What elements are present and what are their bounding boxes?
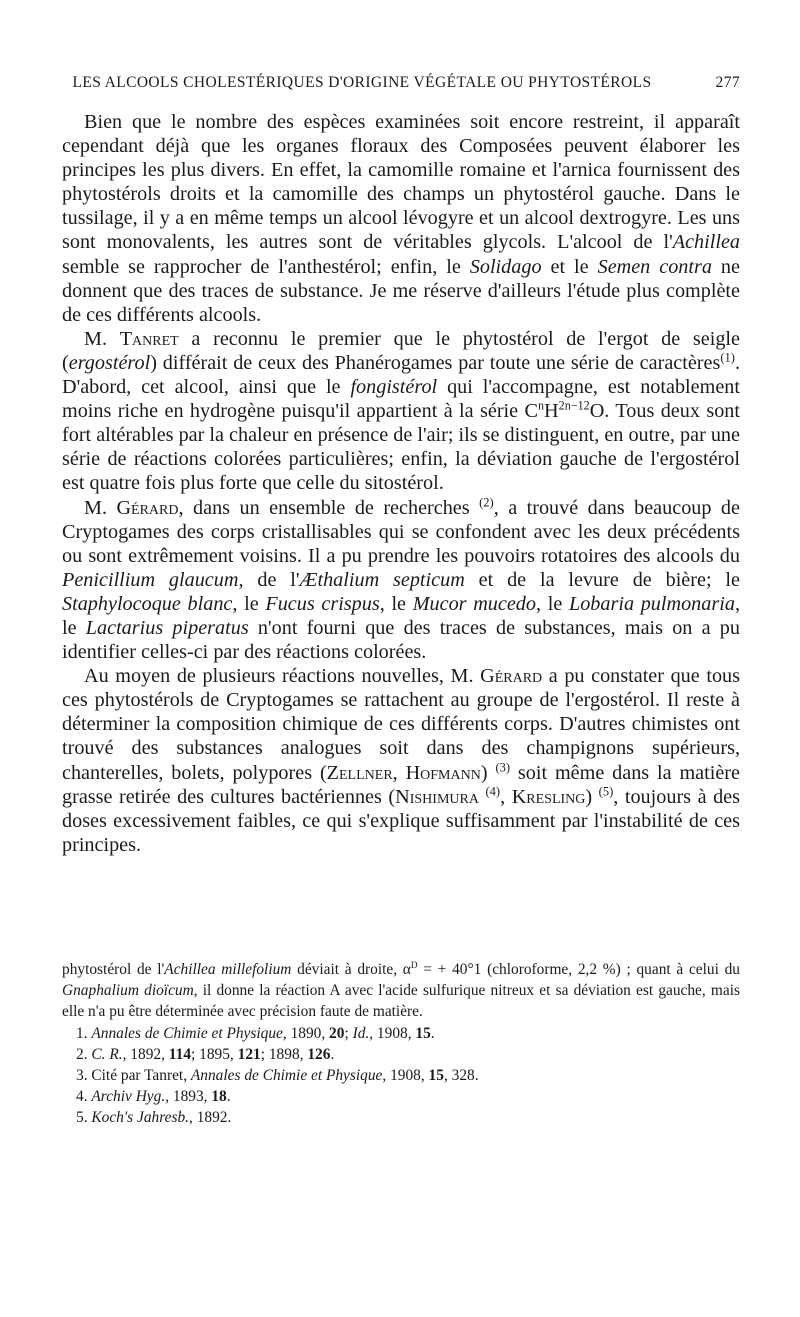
- text-run: O. Tous deux sont fort altérables par la chaleur en présence de l'air; ils se distinguent, en outre, par une série de réactions colorées particulières; enfin, la déviation gauche de l'ergostérol est quatre fois plus forte que celle du sitostérol.: [62, 400, 740, 495]
- text-run: .: [430, 1024, 435, 1042]
- footnote-1: [62, 1023, 740, 1044]
- text-run: ): [480, 761, 496, 784]
- footnote-ref: (1): [720, 350, 735, 365]
- text-run: , le: [62, 592, 740, 639]
- text-run: H: [544, 400, 559, 423]
- text-run: M.: [84, 496, 117, 519]
- author-name: Nishimura: [395, 785, 479, 808]
- italic-term: Lactarius piperatus: [85, 616, 249, 639]
- italic-term: Fucus crispus: [265, 592, 380, 615]
- text-run: ;: [344, 1024, 353, 1042]
- text-run: , 1908,: [369, 1024, 416, 1042]
- paragraph: [62, 110, 740, 327]
- footnotes: [62, 959, 740, 1129]
- italic-term: Solidago: [469, 255, 542, 278]
- footnote-number: 2.: [76, 1045, 92, 1063]
- author-name: Zellner, Hofmann: [326, 761, 481, 784]
- text-run: et le: [541, 255, 598, 278]
- footnote-ref: (5): [598, 783, 614, 798]
- journal-title: Koch's Jahresb.: [91, 1109, 190, 1127]
- text-run: n'ont fourni que des traces de substances, mais on a pu identifier celles-ci par des réactions colorées.: [62, 616, 740, 664]
- footnote-number: 4.: [76, 1088, 92, 1106]
- text-run: ): [585, 785, 599, 808]
- text-run: , le: [232, 592, 266, 615]
- journal-title: Annales de Chimie et Physique: [190, 1067, 383, 1085]
- author-name: Gérard: [480, 665, 543, 688]
- footnote-5: [62, 1107, 740, 1128]
- journal-title: Id.: [352, 1024, 370, 1042]
- author-name: Kresling: [511, 785, 586, 808]
- author-name: Gérard: [116, 496, 179, 519]
- italic-term: Achillea: [672, 231, 740, 254]
- journal-title: C. R.: [91, 1045, 123, 1063]
- text-run: a pu constater que tous ces phytostérols de Cryptogames se rattachent au groupe de l'ergostérol. Il reste à déterminer la composition chimique de ces différents corps. D'autres chimistes ont trouvé des substances analogues soit dans des champignons supérieurs, chanterelles, bolets, polypores (: [62, 665, 740, 784]
- italic-term: Staphylocoque blanc: [62, 592, 233, 615]
- italic-term: Achillea millefolium: [164, 961, 292, 978]
- text-run: phytostérol de l': [62, 961, 165, 978]
- text-run: qui l'accompagne, est notablement moins riche en hydrogène puisqu'il appartient à la série C: [62, 376, 740, 423]
- text-run: = + 40°1 (chloroforme, 2,2 %) ; quant à celui du: [417, 961, 740, 978]
- text-run: Au moyen de plusieurs réactions nouvelles, M.: [84, 665, 481, 688]
- journal-title: Archiv Hyg.: [91, 1088, 166, 1106]
- text-run: , 1893,: [165, 1088, 212, 1106]
- footnote-continuation: [62, 959, 740, 1023]
- body-text: [62, 110, 740, 857]
- volume-number: 20: [329, 1024, 345, 1042]
- footnote-ref: (4): [485, 783, 501, 798]
- footnote-4: [62, 1086, 740, 1107]
- italic-term: Penicillium glaucum: [62, 568, 239, 591]
- text-run: , toujours à des doses excessivement faibles, ce qui s'explique suffisamment par l'instabilité de ces principes.: [62, 785, 740, 856]
- text-run: , 1892,: [122, 1045, 169, 1063]
- journal-title: Annales de Chimie et Physique: [91, 1024, 283, 1042]
- volume-number: 15: [428, 1067, 444, 1085]
- formula-superscript: 2n−12: [558, 398, 590, 413]
- footnote-number: 1.: [76, 1024, 92, 1042]
- paragraph: [62, 496, 740, 665]
- paragraph: [62, 664, 740, 857]
- volume-number: 114: [168, 1045, 192, 1063]
- author-name: Tanret: [119, 327, 179, 350]
- italic-term: Gnaphalium dioïcum: [62, 982, 194, 1000]
- italic-term: Lobaria pulmonaria: [568, 592, 735, 615]
- text-run: ) différait de ceux des Phanérogames par toute une série de caractères: [150, 351, 721, 374]
- text-run: , 1892.: [189, 1109, 232, 1127]
- text-run: .: [330, 1045, 335, 1063]
- formula-superscript: n: [537, 398, 545, 413]
- text-run: M.: [84, 327, 120, 350]
- volume-number: 121: [237, 1045, 261, 1063]
- volume-number: 18: [211, 1088, 227, 1106]
- italic-term: Semen contra: [597, 255, 712, 278]
- text-run: et de la levure de bière; le: [464, 568, 740, 591]
- italic-term: fongistérol: [350, 376, 438, 399]
- footnote-number: 5.: [76, 1109, 92, 1127]
- text-run: , il donne la réaction A avec l'acide sulfurique nitreux et sa déviation est gauche, mais elle n'a pu être déterminée avec précision faute de matière.: [62, 982, 740, 1021]
- footnote-number: 3.: [76, 1067, 92, 1085]
- footnote-ref: (2): [479, 494, 494, 509]
- italic-term: Æthalium septicum: [299, 568, 465, 591]
- text-run: , 1890,: [282, 1024, 330, 1042]
- running-title: LES ALCOOLS CHOLESTÉRIQUES D'ORIGINE VÉGÉTALE OU PHYTOSTÉROLS: [72, 74, 652, 91]
- text-run: , a trouvé dans beaucoup de Cryptogames des corps cristallisables qui se confondent avec les deux précédents ou sont extrêmement voisins. Il a pu prendre les pouvoirs rotatoires des alcools du: [62, 496, 740, 567]
- footnote-2: [62, 1044, 740, 1065]
- footnote-3: [62, 1065, 740, 1086]
- text-run: ne donnent que des traces de substance. Je me réserve d'ailleurs l'étude plus complète de ces différents alcools.: [62, 255, 740, 326]
- text-run: Bien que le nombre des espèces examinées soit encore restreint, il apparaît cependant déjà que les organes floraux des Composées peuvent élaborer les principes les plus divers. En effet, la camomille romaine et l'arnica fournissent des phytostérols droits et la camomille des champs un phytostérol gauche. Dans le tussilage, il y a en même temps un alcool lévogyre et un alcool dextrogyre. Les uns sont monovalents, les autres sont de véritables glycols. L'alcool de l': [62, 111, 740, 254]
- footnote-ref: (3): [495, 759, 511, 774]
- text-run: a reconnu le premier que le phytostérol de l'ergot de seigle (: [62, 327, 740, 374]
- text-run: Cité par Tanret,: [91, 1067, 191, 1085]
- text-run: déviait à droite, α: [291, 961, 411, 978]
- text-run: , le: [379, 592, 413, 615]
- text-run: ; 1895,: [191, 1045, 238, 1063]
- text-run: soit même dans la matière grasse retirée des cultures bactériennes (: [62, 761, 740, 808]
- text-run: , dans un ensemble de recherches: [178, 496, 480, 519]
- text-run: .: [226, 1088, 231, 1106]
- text-run: semble se rapprocher de l'anthestérol; enfin, le: [62, 255, 470, 278]
- italic-term: Mucor mucedo: [412, 592, 536, 615]
- paragraph: [62, 327, 740, 496]
- volume-number: 126: [307, 1045, 331, 1063]
- text-run: ,: [500, 785, 512, 808]
- text-run: , 328.: [443, 1067, 479, 1085]
- text-run: , 1908,: [382, 1067, 429, 1085]
- running-head: [62, 74, 740, 92]
- volume-number: 15: [415, 1024, 431, 1042]
- text-run: , de l': [238, 568, 300, 591]
- text-run: . D'abord, cet alcool, ainsi que le: [62, 351, 740, 399]
- text-run: ; 1898,: [260, 1045, 308, 1063]
- italic-term: ergostérol: [68, 351, 151, 374]
- formula-superscript: D: [410, 959, 418, 970]
- text-run: , le: [535, 592, 569, 615]
- page-number: 277: [715, 74, 740, 91]
